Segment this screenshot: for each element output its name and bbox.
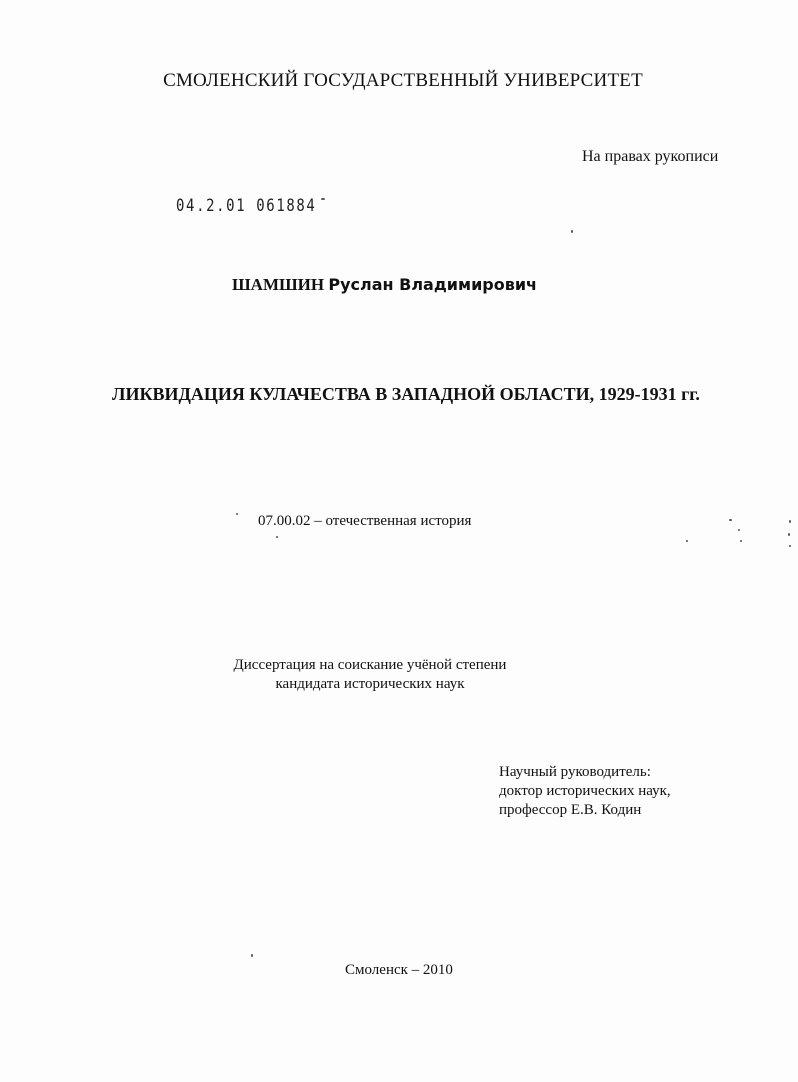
- rights-notice: На правах рукописи: [582, 148, 719, 165]
- scan-speck: [571, 230, 573, 233]
- scan-speck: [738, 529, 740, 531]
- author-surname: ШАМШИН: [232, 275, 325, 294]
- specialty-code: 07.00.02 – отечественная история: [258, 513, 472, 529]
- scan-speck: [236, 513, 238, 515]
- degree-line-2: кандидата исторических наук: [275, 676, 465, 692]
- city-year: Смоленск – 2010: [345, 962, 453, 978]
- degree-line-1: Диссертация на соискание учёной степени: [233, 657, 507, 673]
- scan-speck: [321, 198, 325, 200]
- author-name: [232, 275, 537, 295]
- catalog-number: 04.2.01 061884: [176, 196, 317, 216]
- scan-speck: [276, 536, 278, 538]
- author-given-names: Руслан Владимирович: [328, 275, 538, 294]
- supervisor-block: [499, 763, 671, 820]
- supervisor-role: Научный руководитель:: [499, 764, 651, 780]
- supervisor-degree: доктор исторических наук,: [499, 783, 671, 799]
- scan-speck: [686, 540, 688, 542]
- scan-speck: [789, 520, 791, 523]
- degree-statement: [220, 656, 520, 694]
- university-name: СМОЛЕНСКИЙ ГОСУДАРСТВЕННЫЙ УНИВЕРСИТЕТ: [163, 70, 643, 91]
- supervisor-name: профессор Е.В. Кодин: [499, 802, 642, 818]
- scan-speck: [729, 519, 732, 521]
- scan-speck: [251, 954, 253, 957]
- scan-speck: [789, 545, 791, 547]
- scan-speck: [740, 540, 742, 542]
- scan-speck: [788, 533, 790, 536]
- dissertation-title: ЛИКВИДАЦИЯ КУЛАЧЕСТВА В ЗАПАДНОЙ ОБЛАСТИ, 1929-1931 гг.: [112, 384, 700, 404]
